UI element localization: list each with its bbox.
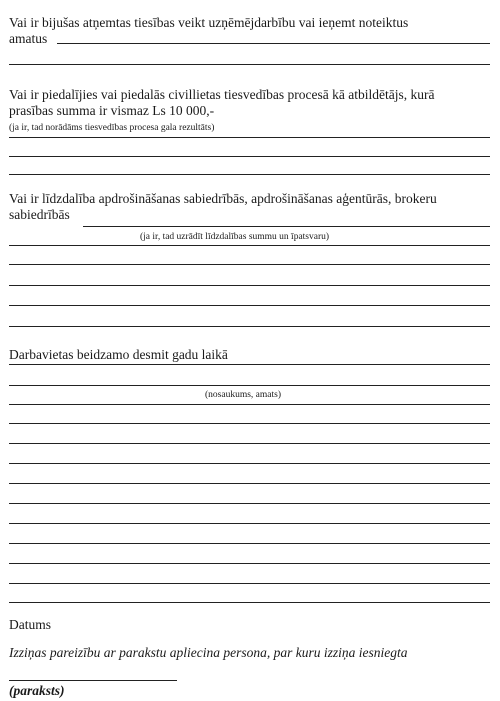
answer-line-4c[interactable] xyxy=(9,404,490,405)
answer-line-4l[interactable] xyxy=(9,583,490,584)
answer-line-2a[interactable] xyxy=(9,137,490,138)
question-2-line-1: Vai ir piedalījies vai piedalās civillietas tiesvedības procesā kā atbildētājs, kurā xyxy=(9,87,435,102)
question-2-note: (ja ir, tad norādāms tiesvedības procesa gala rezultāts) xyxy=(9,123,215,133)
answer-line-1a[interactable] xyxy=(57,43,490,44)
question-3 xyxy=(9,191,489,223)
question-4-label: Darbavietas beidzamo desmit gadu laikā xyxy=(9,347,228,362)
signature-line[interactable] xyxy=(9,680,177,681)
answer-line-2c[interactable] xyxy=(9,174,490,175)
answer-line-4k[interactable] xyxy=(9,563,490,564)
signature-label: (paraksts) xyxy=(9,683,65,698)
question-3-line-2: sabiedrībās xyxy=(9,207,70,222)
answer-line-3c[interactable] xyxy=(9,264,490,265)
question-3-note: (ja ir, tad uzrādīt līdzdalības summu un īpatsvaru) xyxy=(140,232,330,242)
answer-line-4d[interactable] xyxy=(9,423,490,424)
answer-line-3a[interactable] xyxy=(83,226,490,227)
answer-line-4e[interactable] xyxy=(9,443,490,444)
signature-statement: Izziņas pareizību ar parakstu apliecina persona, par kuru izziņa iesniegta xyxy=(9,645,408,660)
answer-line-1b[interactable] xyxy=(9,64,490,65)
answer-line-4f[interactable] xyxy=(9,463,490,464)
answer-line-3f[interactable] xyxy=(9,326,490,327)
question-2-line-2: prasības summa ir vismaz Ls 10 000,- xyxy=(9,103,215,118)
question-2 xyxy=(9,87,489,119)
date-label: Datums xyxy=(9,617,51,632)
answer-line-4a[interactable] xyxy=(9,364,490,365)
answer-line-3e[interactable] xyxy=(9,305,490,306)
question-4-note: (nosaukums, amats) xyxy=(205,390,281,400)
question-1-line-2: amatus xyxy=(9,31,48,46)
answer-line-2b[interactable] xyxy=(9,156,490,157)
answer-line-4i[interactable] xyxy=(9,523,490,524)
answer-line-4m[interactable] xyxy=(9,602,490,603)
answer-line-4h[interactable] xyxy=(9,503,490,504)
answer-line-4j[interactable] xyxy=(9,543,490,544)
answer-line-4b[interactable] xyxy=(9,385,490,386)
question-1-line-1: Vai ir bijušas atņemtas tiesības veikt uzņēmējdarbību vai ieņemt noteiktus xyxy=(9,15,409,30)
question-4 xyxy=(9,347,489,363)
answer-line-4g[interactable] xyxy=(9,483,490,484)
question-3-line-1: Vai ir līdzdalība apdrošināšanas sabiedrībās, apdrošināšanas aģentūrās, brokeru xyxy=(9,191,437,206)
answer-line-3d[interactable] xyxy=(9,285,490,286)
answer-line-3b[interactable] xyxy=(9,245,490,246)
